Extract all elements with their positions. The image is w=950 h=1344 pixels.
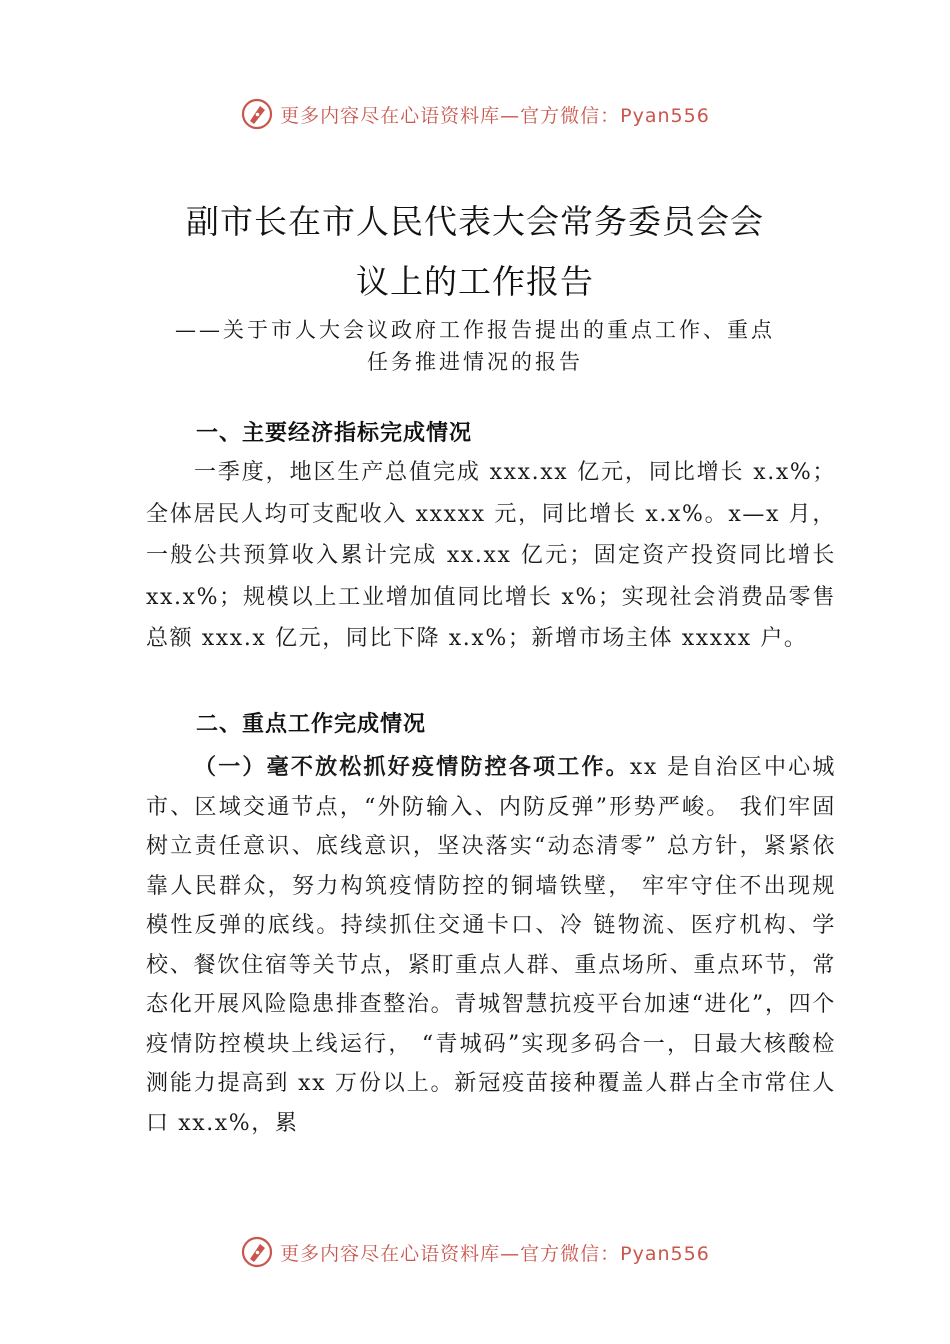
section-heading-2: 二、重点工作完成情况 <box>196 712 427 737</box>
document-title-line-1: 副市长在市人民代表大会常务委员会会 <box>186 202 764 241</box>
pen-nib-logo-icon <box>240 97 274 131</box>
watermark-bottom <box>0 1232 950 1272</box>
section-heading-1: 一、主要经济指标完成情况 <box>196 421 473 446</box>
section-2-lead-sentence: （一）毫不放松抓好疫情防控各项工作。 <box>194 755 630 780</box>
section-2-body-text: xx 是自治区中心城市、区域交通节点，“外防输入、内防反弹”形势严峻。 我们牢固树立责任意识、底线意识，坚决落实“动态清零” 总方针，紧紧依靠人民群众，努力构筑疫情防控的铜墙铁壁， 牢牢守住不出现规模性反弹的底线。持续抓住交通卡口、冷 链物流、医疗机构、学校、餐饮住宿等关节点，紧盯重点人群、重点场所、重点环节，常态化开展风险隐患排查整治。青城智慧抗疫平台加速“进化”，四个疫情防控模块上线运行， “青城码”实现多码合一，日最大核酸检测能力提高到 xx 万份以上。新冠疫苗接种覆盖人群占全市常住人口 xx.x%，累 <box>146 755 836 1136</box>
section-1-paragraph: 一季度，地区生产总值完成 xxx.xx 亿元，同比增长 x.x%； 全体居民人均可支配收入 xxxxx 元，同比增长 x.x%。x—x 月，一般公共预算收入累计完成 xx.xx 亿元；固定资产投资同比增长 xx.x%；规模以上工业增加值同比增长 x%；实现社会消费品零售总额 xxx.x 亿元，同比下降 x.x%；新增市场主体 xxxxx 户。 <box>146 460 836 652</box>
document-title-line-2: 议上的工作报告 <box>356 262 594 301</box>
document-subtitle-line-2: 任务推进情况的报告 <box>367 350 583 374</box>
pen-nib-logo-icon <box>240 1235 274 1269</box>
watermark-text: 更多内容尽在心语资料库—官方微信：Pyan556 <box>280 104 710 127</box>
watermark-text: 更多内容尽在心语资料库—官方微信：Pyan556 <box>280 1242 710 1265</box>
section-2-paragraph <box>146 748 836 1148</box>
document-subtitle-line-1: ——关于市人大会议政府工作报告提出的重点工作、重点 <box>175 318 775 342</box>
watermark-top <box>0 94 950 134</box>
